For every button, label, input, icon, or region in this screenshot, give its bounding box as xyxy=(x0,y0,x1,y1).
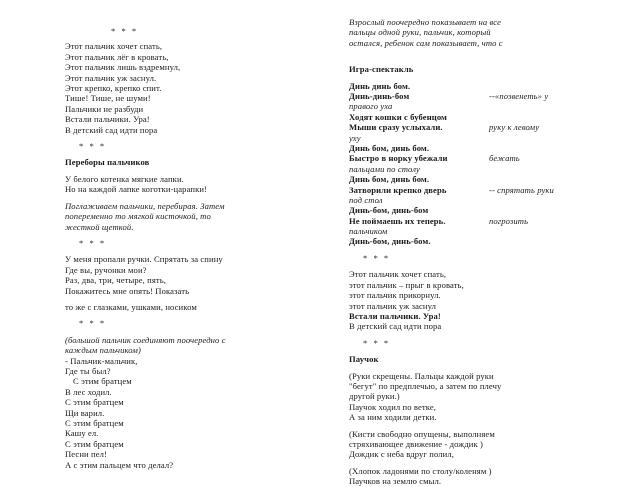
text-line: (Кисти свободно опущены, выполняем xyxy=(349,428,495,439)
text-line: Щи варил. xyxy=(65,407,105,418)
poem-finger-boy xyxy=(65,356,320,470)
text-line: этот пальчик уж заснул xyxy=(349,300,437,311)
section-divider: * * * xyxy=(79,141,107,152)
text-line: Этот пальчик хочет спать, xyxy=(349,269,447,280)
poem-line xyxy=(349,101,589,111)
poem-text: Динь-бом, динь-бом. xyxy=(349,236,431,247)
poem-line xyxy=(349,122,589,132)
text-line: Где ты был? xyxy=(65,365,111,376)
poem-line xyxy=(349,91,589,101)
section-title: Паучок xyxy=(349,354,379,365)
poem-text: Мыши сразу услыхали. xyxy=(349,122,443,133)
text-line: Поглаживаем пальчики, перебирая. Затем xyxy=(65,200,225,211)
instruction-note xyxy=(349,371,589,402)
text-line: стряхивающее движение - дождик ) xyxy=(349,438,483,449)
poem-text: Динь бом, динь бом. xyxy=(349,174,430,185)
text-line: Встали пальчики. Ура! xyxy=(65,114,150,125)
poem-text: Динь-бом, динь-бом xyxy=(349,205,429,216)
text-line: Паучок ходил по ветке, xyxy=(349,401,436,412)
text-line: другой руки.) xyxy=(349,391,400,402)
poem-line xyxy=(349,81,589,91)
text-line: У меня пропали ручки. Спрятать за спину xyxy=(65,254,223,265)
instruction-note xyxy=(349,466,589,487)
stage-note: пальчиком xyxy=(349,226,388,237)
text-line: остался, ребенок сам показывает, что с xyxy=(349,37,503,48)
text-line: Этот крепко, крепко спит. xyxy=(65,83,162,94)
section-divider: * * * xyxy=(363,252,391,263)
text-line: В лес ходил. xyxy=(65,386,112,397)
text-line: Где вы, ручонки мои? xyxy=(65,264,147,275)
text-line: Взрослый поочередно показывает на все xyxy=(349,17,501,27)
text-line: этот пальчик – прыг в кровать, xyxy=(349,279,464,290)
poem-line xyxy=(349,195,589,205)
text-line: С этим братцем xyxy=(65,438,124,449)
text-line: Этот пальчик уж заснул. xyxy=(65,72,157,83)
text-line: С этим братцем xyxy=(65,418,124,428)
poem-tail-line: то же с глазками, ушками, носиком xyxy=(65,301,197,312)
text-line: Этот пальчик лёг в кровать, xyxy=(65,51,169,62)
instruction-note xyxy=(349,429,589,460)
poem-text: Не поймаешь их теперь. xyxy=(349,215,446,226)
text-line: Песни пел! xyxy=(65,449,107,460)
text-line: У белого котенка мягкие лапки. xyxy=(65,173,184,184)
text-line: каждым пальчиком) xyxy=(65,345,141,356)
poem-line xyxy=(349,164,589,174)
text-line: Пальчики не разбуди xyxy=(65,103,144,114)
text-line: С этим братцем xyxy=(73,376,132,387)
poem-line xyxy=(349,205,589,215)
stage-note: --«позвенеть» у xyxy=(489,91,549,102)
poem-line xyxy=(349,133,589,143)
text-line: (большой пальчик соединяют поочередно с xyxy=(65,334,226,345)
text-line: Но на каждой лапке коготки-царапки! xyxy=(65,184,208,195)
text-line: Встали пальчики. Ура! xyxy=(349,310,441,321)
text-line: - Пальчик-мальчик, xyxy=(65,355,138,366)
stage-note: правого уха xyxy=(349,101,393,112)
poem-finger-sleep-2 xyxy=(349,269,589,331)
text-line: Этот пальчик хочет спать, xyxy=(65,41,163,52)
document-page xyxy=(52,0,592,487)
text-line: А за ним ходили детки. xyxy=(349,412,437,423)
section-title: Переборы пальчиков xyxy=(65,157,150,168)
section-divider: * * * xyxy=(79,237,107,248)
text-line: жесткой щеткой. xyxy=(65,221,134,232)
section-divider: * * * xyxy=(79,318,107,329)
poem-white-kitten xyxy=(65,174,320,195)
instruction-note xyxy=(65,201,320,232)
poem-text: Динь-динь-бом xyxy=(349,91,410,102)
stage-note: бежать xyxy=(489,153,520,164)
text-line: (Руки скрещены. Пальцы каждой руки xyxy=(349,370,494,381)
text-line: С этим братцем xyxy=(65,397,124,408)
stage-note: руку к левому xyxy=(489,122,540,133)
poem-lost-hands xyxy=(65,254,320,296)
section-title: Игра-спектакль xyxy=(349,64,414,75)
text-line: Покажитесь мне опять! Показать xyxy=(65,285,190,296)
text-line: пальцы одной руки, пальчик, который xyxy=(349,27,491,38)
poem-text: Быстро в норку убежали xyxy=(349,153,448,164)
left-column xyxy=(65,27,320,470)
poem-line xyxy=(349,226,589,236)
stage-note: под стол xyxy=(349,194,383,205)
poem-ding-dong xyxy=(349,81,589,247)
text-line: Дождик с неба вдруг полил, xyxy=(349,449,454,460)
poem-line xyxy=(349,112,589,122)
poem-text: Динь бом, динь бом. xyxy=(349,142,430,153)
text-line: попеременно то мягкой кисточкой, то xyxy=(65,211,211,222)
poem-text: Динь динь бом. xyxy=(349,80,411,91)
stage-note: погрозить xyxy=(489,215,529,226)
stage-note: уху xyxy=(349,132,361,143)
text-line: А с этим пальцем что делал? xyxy=(65,459,174,470)
section-divider: * * * xyxy=(111,26,139,36)
poem-line xyxy=(349,185,589,195)
right-column xyxy=(349,17,589,487)
section-divider: * * * xyxy=(363,337,391,348)
stage-note: -- спрятать руки xyxy=(489,184,554,195)
stage-note: пальцами по столу xyxy=(349,163,420,174)
text-line: Тише! Тише, не шуми! xyxy=(65,93,151,104)
text-line: "бегут" по предплечью, а затем по плечу xyxy=(349,380,502,391)
poem-line xyxy=(349,216,589,226)
text-line: Паучков на землю смыл. xyxy=(349,476,442,487)
poem-line xyxy=(349,143,589,153)
instruction-note xyxy=(65,335,320,356)
text-line: Этот пальчик лишь вздремнул, xyxy=(65,62,181,73)
poem-line xyxy=(349,153,589,163)
text-line: В детский сад идти пора xyxy=(349,321,442,332)
poem-line xyxy=(349,174,589,184)
poem-finger-sleep xyxy=(65,41,320,135)
text-line: Кашу ел. xyxy=(65,428,99,439)
poem-line xyxy=(349,236,589,246)
poem-text: Ходят кошки с бубенцом xyxy=(349,111,448,122)
text-line: В детский сад идти пора xyxy=(65,124,158,135)
text-line: (Хлопок ладонями по столу/коленям ) xyxy=(349,465,492,476)
instruction-note xyxy=(349,17,589,48)
poem-text: Затворили крепко дверь xyxy=(349,184,447,195)
text-line: этот пальчик прикорнул. xyxy=(349,290,441,301)
text-line: Раз, два, три, четыре, пять, xyxy=(65,275,167,286)
poem-spider xyxy=(349,402,589,423)
